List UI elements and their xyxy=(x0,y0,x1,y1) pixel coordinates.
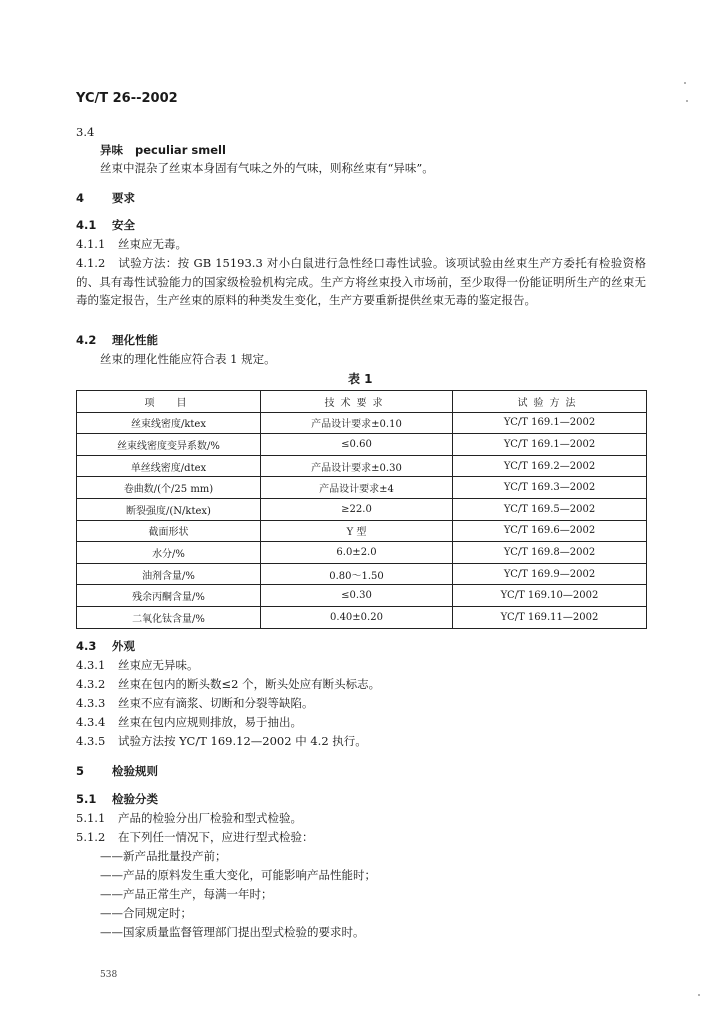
header-requirement: 技术要求 xyxy=(261,391,453,413)
section-5-heading xyxy=(76,762,158,780)
table-cell: 单丝线密度/dtex xyxy=(77,455,261,477)
table-cell: 0.40±0.20 xyxy=(261,606,453,628)
table-cell: 0.80～1.50 xyxy=(261,563,453,585)
section-4-3-heading xyxy=(76,637,135,655)
term-definition: 丝束中混杂了丝束本身固有气味之外的气味，则称丝束有“异味”。 xyxy=(100,161,434,175)
clause-number: 4.3.1 xyxy=(76,658,106,672)
table-cell: YC/T 169.2—2002 xyxy=(453,455,647,477)
clause-text: 丝束在包内应规则排放，易于抽出。 xyxy=(118,715,302,729)
clause-5-1-2 xyxy=(76,828,314,846)
table-row xyxy=(77,606,647,628)
clause-4-1-2 xyxy=(76,254,646,310)
clause-number: 4.3.2 xyxy=(76,677,106,691)
table-cell: 丝束线密度/ktex xyxy=(77,412,261,434)
table-1 xyxy=(76,390,647,629)
table-row xyxy=(77,585,647,607)
section-4-1-number: 4.1 xyxy=(76,218,97,232)
section-4-2-number: 4.2 xyxy=(76,333,97,347)
dash-item: ——合同规定时； xyxy=(100,906,192,920)
clause-4-3-5 xyxy=(76,732,367,750)
section-5-1-number: 5.1 xyxy=(76,792,97,806)
clause-text: 丝束应无异味。 xyxy=(118,658,199,672)
table-cell: YC/T 169.8—2002 xyxy=(453,542,647,564)
dash-item: ——产品的原料发生重大变化，可能影响产品性能时； xyxy=(100,868,376,882)
table-cell: ≤0.30 xyxy=(261,585,453,607)
clause-text: 丝束应无毒。 xyxy=(118,237,187,251)
clause-4-3-1 xyxy=(76,656,199,674)
clause-4-3-3 xyxy=(76,694,314,712)
scan-speck xyxy=(684,82,686,84)
section-4-2-title: 理化性能 xyxy=(112,333,158,347)
standard-code-header: YC/T 26--2002 xyxy=(76,91,178,106)
clause-number: 5.1.2 xyxy=(76,830,106,844)
scan-speck xyxy=(698,994,700,996)
table-cell: ≥22.0 xyxy=(261,498,453,520)
section-4-3-number: 4.3 xyxy=(76,639,97,653)
term-heading xyxy=(100,141,226,159)
clause-text: 试验方法：按 GB 15193.3 对小白鼠进行急性经口毒性试验。该项试验由丝束生产方委托有检验资格的、具有毒性试验能力的国家级检验机构完成。生产方将丝束投入市场前，至少取得一份能证明所生产的丝束无毒的鉴定报告，生产丝束的原料的种类发生变化，生产方要重新提供丝束无毒的鉴定报告。 xyxy=(76,256,646,307)
clause-number: 4.1.1 xyxy=(76,237,106,251)
table-row xyxy=(77,542,647,564)
term-en: peculiar smell xyxy=(135,143,226,157)
table-row xyxy=(77,412,647,434)
table-cell: Y 型 xyxy=(261,520,453,542)
table-cell: YC/T 169.5—2002 xyxy=(453,498,647,520)
table-cell: 卷曲数/(个/25 mm) xyxy=(77,477,261,499)
table-cell: YC/T 169.1—2002 xyxy=(453,412,647,434)
clause-4-3-4 xyxy=(76,713,302,731)
page-number: 538 xyxy=(100,970,118,980)
section-4-3-title: 外观 xyxy=(112,639,135,653)
scan-speck xyxy=(686,100,688,102)
table-cell: 断裂强度/(N/ktex) xyxy=(77,498,261,520)
clause-4-1-1 xyxy=(76,235,187,253)
table-row xyxy=(77,498,647,520)
table-cell: 丝束线密度变异系数/% xyxy=(77,434,261,456)
clause-number: 4.3.4 xyxy=(76,715,106,729)
term-zh: 异味 xyxy=(100,143,123,157)
table-row xyxy=(77,477,647,499)
header-test-method: 试验方法 xyxy=(453,391,647,413)
clause-number: 4.3.3 xyxy=(76,696,106,710)
section-5-1-title: 检验分类 xyxy=(112,792,158,806)
table-cell: 油剂含量/% xyxy=(77,563,261,585)
table-cell: YC/T 169.6—2002 xyxy=(453,520,647,542)
table-cell: 残余丙酮含量/% xyxy=(77,585,261,607)
clause-number: 5.1.1 xyxy=(76,811,106,825)
table-row xyxy=(77,520,647,542)
section-4-1-heading xyxy=(76,216,135,234)
section-5-title: 检验规则 xyxy=(112,764,158,778)
clause-text: 丝束在包内的断头数≤2 个，断头处应有断头标志。 xyxy=(118,677,381,691)
section-4-1-title: 安全 xyxy=(112,218,135,232)
clause-text: 在下列任一情况下，应进行型式检验： xyxy=(118,830,314,844)
table-cell: ≤0.60 xyxy=(261,434,453,456)
section-5-1-heading xyxy=(76,790,158,808)
section-4-number: 4 xyxy=(76,191,85,205)
table-row xyxy=(77,434,647,456)
section-4-title: 要求 xyxy=(112,191,135,205)
table-cell: 二氧化钛含量/% xyxy=(77,606,261,628)
dash-item: ——产品正常生产，每满一年时； xyxy=(100,887,273,901)
table-cell: 产品设计要求±0.10 xyxy=(261,412,453,434)
table-cell: 水分/% xyxy=(77,542,261,564)
section-5-number: 5 xyxy=(76,764,85,778)
table-row xyxy=(77,563,647,585)
table-cell: 产品设计要求±4 xyxy=(261,477,453,499)
dash-item: ——国家质量监督管理部门提出型式检验的要求时。 xyxy=(100,925,365,939)
table-cell: YC/T 169.11—2002 xyxy=(453,606,647,628)
dash-item: ——新产品批量投产前； xyxy=(100,849,227,863)
clause-text: 试验方法按 YC/T 169.12—2002 中 4.2 执行。 xyxy=(118,734,367,748)
table-cell: 6.0±2.0 xyxy=(261,542,453,564)
table-cell: 产品设计要求±0.30 xyxy=(261,455,453,477)
header-item: 项 目 xyxy=(77,391,261,413)
table-cell: YC/T 169.1—2002 xyxy=(453,434,647,456)
clause-5-1-1 xyxy=(76,809,302,827)
section-3-4-number: 3.4 xyxy=(76,125,95,139)
section-4-2-heading xyxy=(76,331,158,349)
table-cell: YC/T 169.10—2002 xyxy=(453,585,647,607)
clause-text: 产品的检验分出厂检验和型式检验。 xyxy=(118,811,302,825)
table-cell: 截面形状 xyxy=(77,520,261,542)
clause-text: 丝束不应有滴浆、切断和分裂等缺陷。 xyxy=(118,696,314,710)
table-1-caption: 表 1 xyxy=(348,372,373,386)
table-cell: YC/T 169.9—2002 xyxy=(453,563,647,585)
section-4-2-intro: 丝束的理化性能应符合表 1 规定。 xyxy=(100,352,276,366)
section-4-heading xyxy=(76,189,135,207)
table-header-row xyxy=(77,391,647,413)
table-row xyxy=(77,455,647,477)
clause-number: 4.1.2 xyxy=(76,256,106,270)
clause-number: 4.3.5 xyxy=(76,734,106,748)
clause-4-3-2 xyxy=(76,675,380,693)
table-cell: YC/T 169.3—2002 xyxy=(453,477,647,499)
